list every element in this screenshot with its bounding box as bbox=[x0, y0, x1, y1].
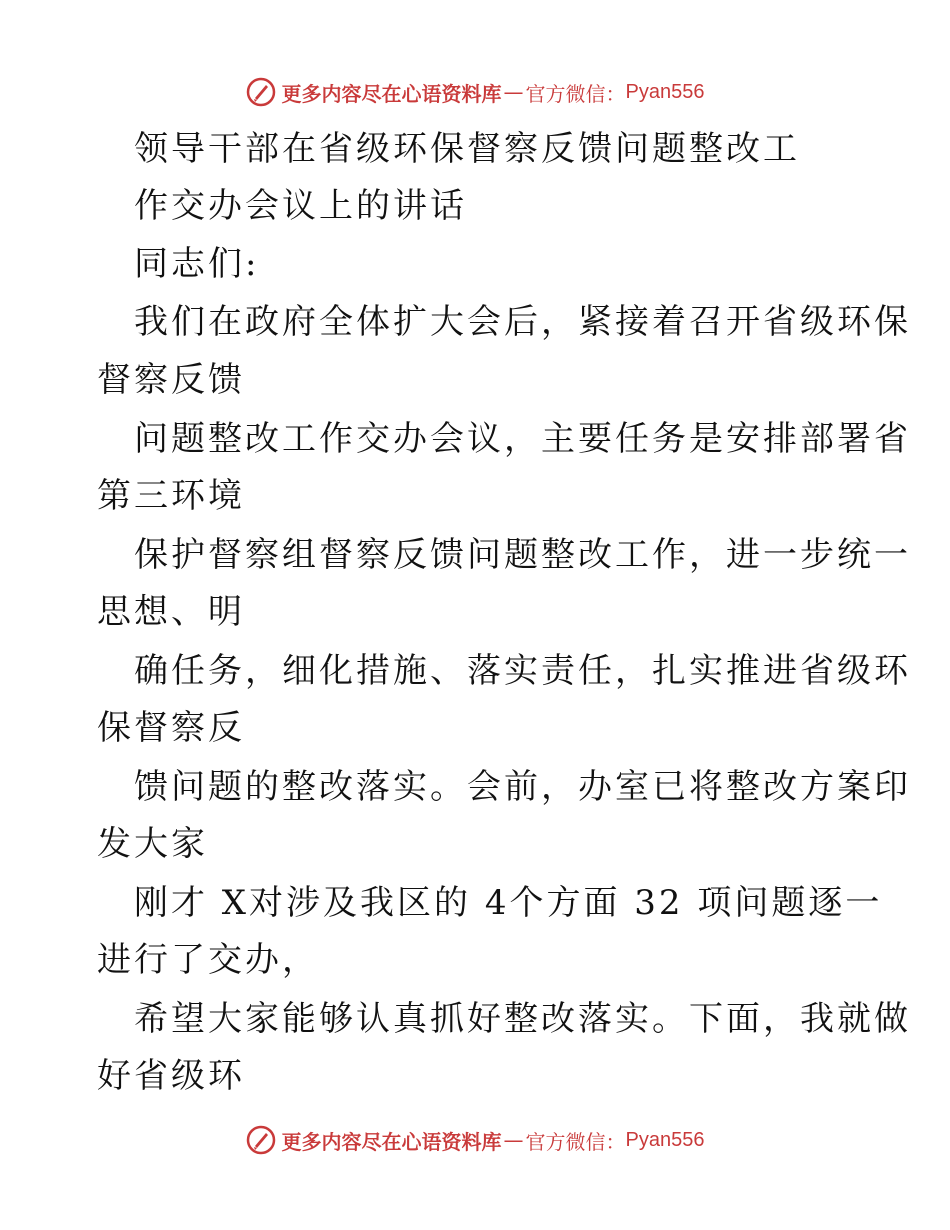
watermark-wechat-id: Pyan556 bbox=[625, 1128, 705, 1151]
watermark-dash: — bbox=[503, 1128, 524, 1152]
feather-seal-icon bbox=[246, 1125, 276, 1155]
paragraph-line: 第三环境 bbox=[97, 476, 245, 516]
watermark-main-text: 更多内容尽在心语资料库 bbox=[281, 81, 502, 106]
watermark-main-text: 更多内容尽在心语资料库 bbox=[281, 1129, 502, 1154]
paragraph-line: 确任务，细化措施、落实责任，扎实推进省级环 bbox=[134, 651, 911, 691]
paragraph-line: 刚才 X对涉及我区的 4个方面 32 项问题逐一 bbox=[134, 883, 883, 923]
paragraph-line: 馈问题的整改落实。会前，办室已将整改方案印 bbox=[134, 767, 911, 807]
salutation-line: 同志们: bbox=[134, 244, 260, 284]
paragraph-line: 问题整改工作交办会议，主要任务是安排部署省 bbox=[134, 419, 911, 459]
paragraph-line: 好省级环 bbox=[97, 1056, 245, 1096]
paragraph-line: 思想、明 bbox=[97, 592, 245, 632]
paragraph-line: 进行了交办， bbox=[97, 940, 319, 980]
paragraph-line: 我们在政府全体扩大会后，紧接着召开省级环保 bbox=[134, 302, 911, 342]
watermark-sub-text: 官方微信： bbox=[525, 81, 626, 106]
paragraph-line: 希望大家能够认真抓好整改落实。下面，我就做 bbox=[134, 999, 911, 1039]
paragraph-line: 督察反馈 bbox=[97, 360, 245, 400]
watermark-banner-top bbox=[0, 72, 950, 112]
document-title-line-1: 领导干部在省级环保督察反馈问题整改工 bbox=[134, 129, 800, 169]
paragraph-line: 保督察反 bbox=[97, 708, 245, 748]
paragraph-line: 发大家 bbox=[97, 824, 208, 864]
watermark-dash: — bbox=[503, 80, 524, 104]
watermark-banner-bottom bbox=[0, 1120, 950, 1160]
paragraph-line: 保护督察组督察反馈问题整改工作，进一步统一 bbox=[134, 535, 911, 575]
watermark-sub-text: 官方微信： bbox=[525, 1129, 626, 1154]
feather-seal-icon bbox=[246, 77, 276, 107]
document-title-line-2: 作交办会议上的讲话 bbox=[134, 186, 467, 226]
watermark-wechat-id: Pyan556 bbox=[625, 80, 705, 103]
